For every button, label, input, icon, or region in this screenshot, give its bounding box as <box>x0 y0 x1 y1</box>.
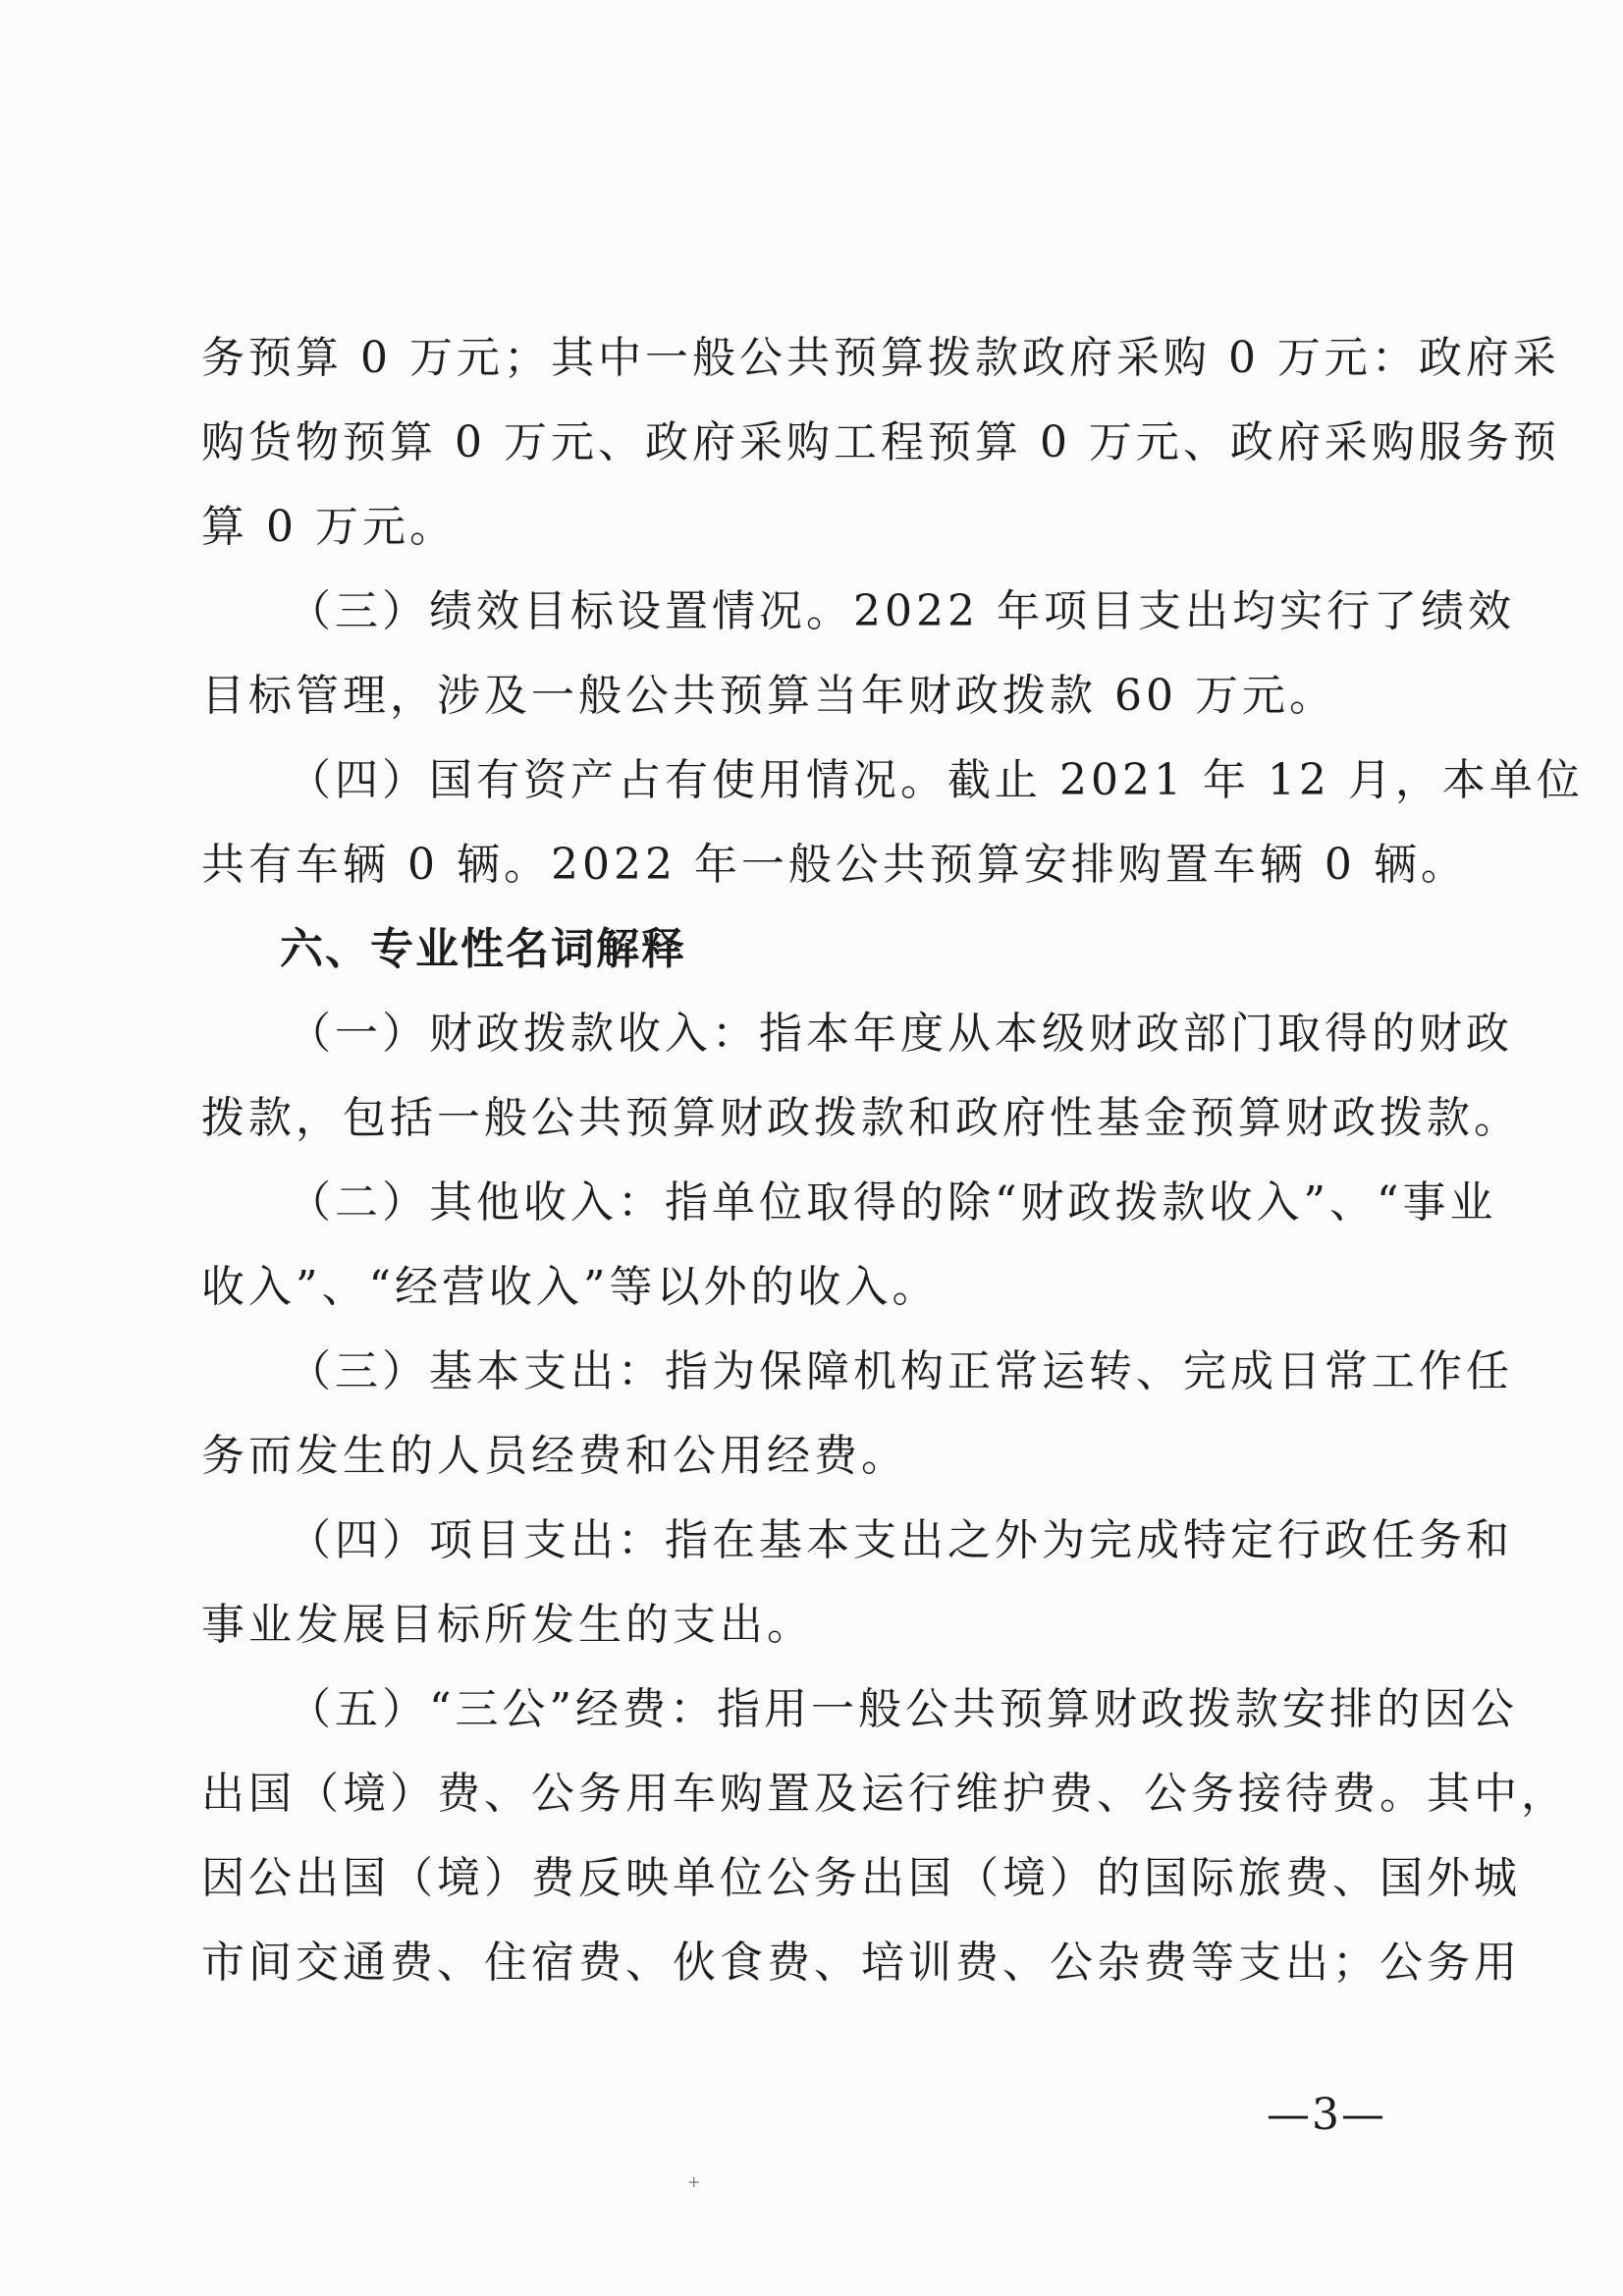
text-line: （五）“三公”经费：指用一般公共预算财政拨款安排的因公 <box>288 1684 1518 1734</box>
text-line: 共有车辆 0 辆。2022 年一般公共预算安排购置车辆 0 辆。 <box>201 840 1468 890</box>
page-number: —3— <box>1267 2090 1386 2140</box>
text-line: （四）项目支出：指在基本支出之外为完成特定行政任务和 <box>288 1515 1513 1565</box>
scan-mark: + <box>687 2172 701 2191</box>
text-line: （三）绩效目标设置情况。2022 年项目支出均实行了绩效 <box>288 586 1515 636</box>
text-line: （二）其他收入：指单位取得的除“财政拨款收入”、“事业 <box>288 1177 1497 1228</box>
text-line: 收入”、“经营收入”等以外的收入。 <box>201 1262 940 1312</box>
body-text <box>201 316 1584 2005</box>
text-line: （四）国有资产占有使用情况。截止 2021 年 12 月，本单位 <box>288 755 1584 805</box>
text-line: 因公出国（境）费反映单位公务出国（境）的国际旅费、国外城 <box>201 1853 1521 1903</box>
text-line: 购货物预算 0 万元、政府采购工程预算 0 万元、政府采购服务预 <box>201 417 1560 467</box>
text-line: 目标管理，涉及一般公共预算当年财政拨款 60 万元。 <box>201 671 1336 721</box>
text-line: 务预算 0 万元；其中一般公共预算拨款政府采购 0 万元：政府采 <box>201 333 1560 383</box>
text-line: 算 0 万元。 <box>201 502 457 552</box>
text-line: （一）财政拨款收入：指本年度从本级财政部门取得的财政 <box>288 1009 1513 1059</box>
section-heading: 六、专业性名词解释 <box>280 924 686 974</box>
text-line: 务而发生的人员经费和公用经费。 <box>201 1431 908 1481</box>
text-line: 出国（境）费、公务用车购置及运行维护费、公务接待费。其中， <box>201 1769 1568 1819</box>
text-line: （三）基本支出：指为保障机构正常运转、完成日常工作任 <box>288 1346 1513 1396</box>
text-line: 市间交通费、住宿费、伙食费、培训费、公杂费等支出；公务用 <box>201 1938 1521 1988</box>
text-line: 事业发展目标所发生的支出。 <box>201 1600 814 1650</box>
text-line: 拨款，包括一般公共预算财政拨款和政府性基金预算财政拨款。 <box>201 1093 1521 1143</box>
